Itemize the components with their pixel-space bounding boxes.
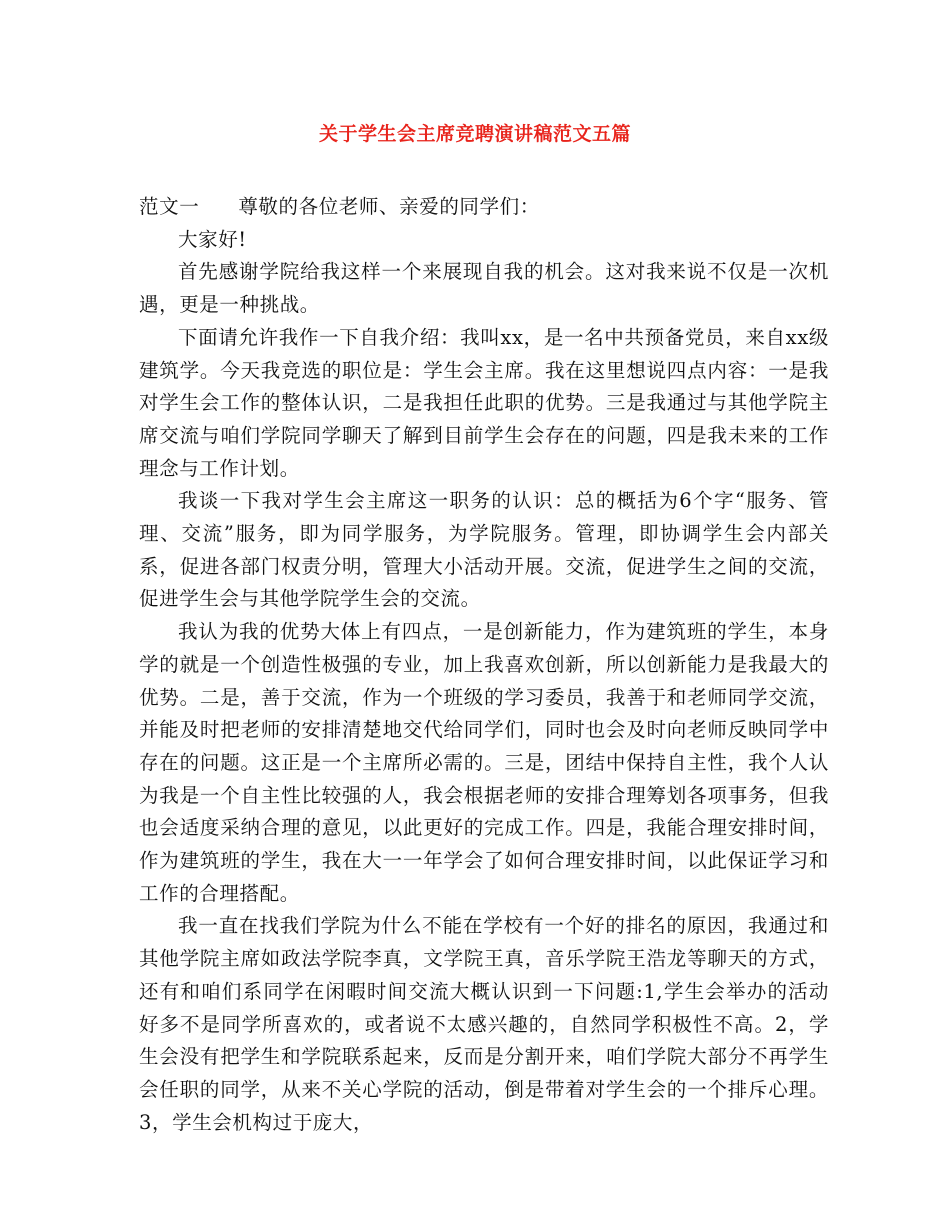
paragraph: 首先感谢学院给我这样一个来展现自我的机会。这对我来说不仅是一次机遇，更是一种挑战。	[139, 260, 829, 317]
paragraph: 下面请允许我作一下自我介绍：我叫xx，是一名中共预备党员，来自xx级建筑学。今天我竞选的职位是：学生会主席。我在这里想说四点内容：一是我对学生会工作的整体认识，二是我担任此职的优势。三是我通过与其他学院主席交流与咱们学院同学聊天了解到目前学生会存在的问题，四是我未来的工作理念与工作计划。	[139, 325, 829, 480]
paragraph: 我认为我的优势大体上有四点，一是创新能力，作为建筑班的学生，本身学的就是一个创造性极强的专业，加上我喜欢创新，所以创新能力是我最大的优势。二是，善于交流，作为一个班级的学习委员，我善于和老师同学交流，并能及时把老师的安排清楚地交代给同学们，同时也会及时向老师反映同学中存在的问题。这正是一个主席所必需的。三是，团结中保持自主性，我个人认为我是一个自主性比较强的人，我会根据老师的安排合理筹划各项事务，但我也会适度采纳合理的意见，以此更好的完成工作。四是，我能合理安排时间，作为建筑班的学生，我在大一一年学会了如何合理安排时间，以此保证学习和工作的合理搭配。	[139, 620, 829, 905]
opening-line	[139, 191, 829, 224]
document-body	[139, 191, 829, 1139]
section-label: 范文一	[139, 195, 200, 218]
paragraph: 大家好!	[178, 227, 247, 251]
salutation: 尊敬的各位老师、亲爱的同学们：	[238, 195, 540, 218]
paragraph: 我一直在找我们学院为什么不能在学校有一个好的排名的原因，我通过和其他学院主席如政法学院李真，文学院王真，音乐学院王浩龙等聊天的方式，还有和咱们系同学在闲暇时间交流大概认识到一下问题:1,学生会举办的活动好多不是同学所喜欢的，或者说不太感兴趣的，自然同学积极性不高。2，学生会没有把学生和学院联系起来，反而是分割开来，咱们学院大部分不再学生会任职的同学，从来不关心学院的活动，倒是带着对学生会的一个排斥心理。3，学生会机构过于庞大，	[139, 914, 829, 1134]
paragraph: 我谈一下我对学生会主席这一职务的认识：总的概括为6个字“服务、管理、交流”服务，即为同学服务，为学院服务。管理，即协调学生会内部关系，促进各部门权责分明，管理大小活动开展。交流，促进学生之间的交流，促进学生会与其他学院学生会的交流。	[139, 489, 829, 611]
document-title: 关于学生会主席竞聘演讲稿范文五篇	[318, 123, 631, 145]
